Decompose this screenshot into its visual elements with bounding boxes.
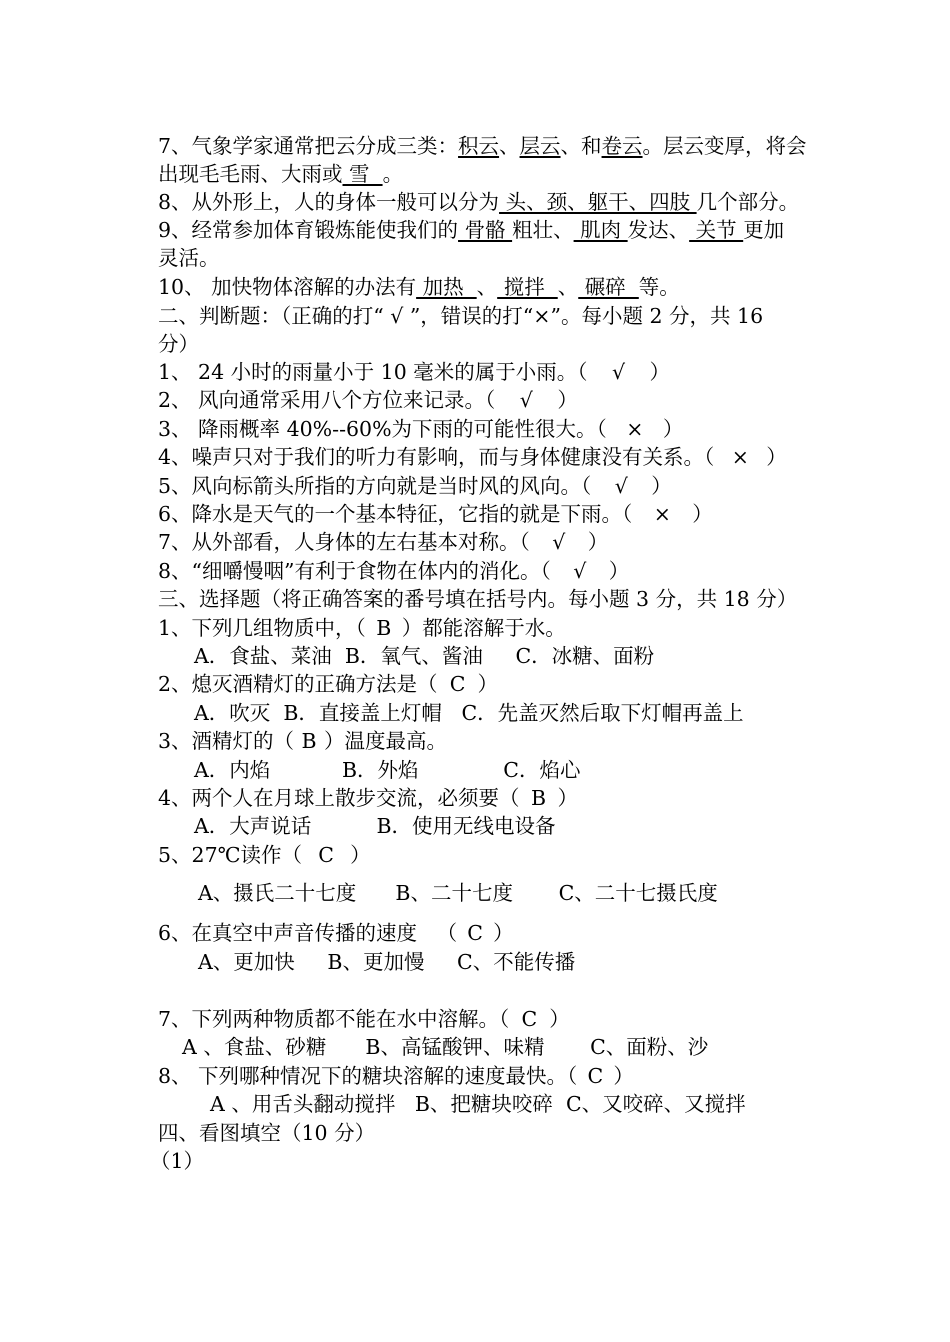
judge-text: 1、 24 小时的雨量小于 10 毫米的属于小雨。（ <box>158 360 588 384</box>
judge-answer: √ <box>611 360 626 384</box>
bracket: ） <box>587 530 609 554</box>
fill-q8-text: 8、从外形上，人的身体一般可以分为 <box>158 190 500 214</box>
judge-item-2 <box>158 386 578 414</box>
fill-q9-text: 发达、 <box>627 218 690 242</box>
judge-item-8 <box>158 557 629 585</box>
judge-text: 5、风向标箭头所指的方向就是当时风的风向。（ <box>158 474 592 498</box>
judge-answer: √ <box>614 474 628 498</box>
fill-q10-text: 等。 <box>638 275 680 299</box>
judge-heading: 二、判断题：（正确的打“ √ ”，错误的打“×”。每小题 2 分，共 16 <box>158 304 764 328</box>
fill-q7-blank2: 层云 <box>519 134 561 158</box>
bracket: ） <box>649 360 671 384</box>
choice-text: 6、在真空中声音传播的速度 （ <box>158 921 458 945</box>
fill-q7-text: 。层云变厚，将会 <box>642 134 807 158</box>
fill-q7-text: 出现毛毛雨、大雨或 <box>158 162 343 186</box>
choice-q7-options: A 、食盐、砂糖 B、高锰酸钾、味精 C、面粉、沙 <box>182 1035 709 1059</box>
choice-q8-options: A 、用舌头翻动搅拌 B、把糖块咬碎 C、又咬碎、又搅拌 <box>210 1092 746 1116</box>
choice-answer: C <box>521 1007 538 1031</box>
fill-q7-text: 。 <box>382 162 404 186</box>
choice-q5 <box>158 841 371 869</box>
choice-text: 8、 下列哪种情况下的糖块溶解的速度最快。（ <box>158 1064 578 1088</box>
judge-answer: × <box>653 502 671 526</box>
choice-text: ） <box>613 1064 634 1088</box>
fill-q9-blank3: 关节 <box>689 218 744 242</box>
judge-item-3 <box>158 415 683 443</box>
choice-answer: C <box>467 921 483 945</box>
choice-q1-options: A．食盐、菜油 B．氧气、酱油 C．冰糖、面粉 <box>194 644 655 668</box>
choice-answer: C <box>318 843 334 867</box>
choice-q2 <box>158 670 498 698</box>
choice-q3-options: A．内焰 B．外焰 C．焰心 <box>194 758 581 782</box>
judge-item-1 <box>158 358 670 386</box>
fill-q9-line1 <box>158 216 784 244</box>
fill-q10-text: 10、 加快物体溶解的办法有 <box>158 275 417 299</box>
judge-item-6 <box>158 500 713 528</box>
choice-heading: 三、选择题（将正确答案的番号填在括号内。每小题 3 分，共 18 分） <box>158 587 798 611</box>
fill-q9-text: 9、经常参加体育锻炼能使我们的 <box>158 218 459 242</box>
choice-q5-options: A、摄氏二十七度 B、二十七度 C、二十七摄氏度 <box>198 881 718 905</box>
separator: 、 <box>557 275 579 299</box>
fill-q7-line1 <box>158 132 807 160</box>
choice-text: 7、下列两种物质都不能在水中溶解。（ <box>158 1007 510 1031</box>
choice-text: 2、熄灭酒精灯的正确方法是（ <box>158 672 438 696</box>
bracket: ） <box>692 502 713 526</box>
choice-text: ） <box>350 843 371 867</box>
judge-text: 3、 降雨概率 40%--60%为下雨的可能性很大。（ <box>158 417 607 441</box>
judge-item-5 <box>158 472 672 500</box>
picture-sub-1: （1） <box>150 1149 205 1173</box>
judge-text: 8、“细嚼慢咽”有利于食物在体内的消化。（ <box>158 559 551 583</box>
judge-text: 2、 风向通常采用八个方位来记录。（ <box>158 388 496 412</box>
choice-text: 1、下列几组物质中，（ <box>158 616 366 640</box>
judge-answer: × <box>731 445 749 469</box>
fill-q10-line <box>158 273 680 301</box>
fill-q10-blank2: 搅拌 <box>497 275 558 299</box>
fill-q8-blank1: 头、颈、躯干、四肢 <box>499 190 697 214</box>
bracket: ） <box>766 445 787 469</box>
judge-answer: × <box>626 417 644 441</box>
choice-q6 <box>158 919 514 947</box>
separator: 、 <box>499 134 520 158</box>
fill-q7-blank3: 卷云 <box>601 134 643 158</box>
choice-q4-options: A．大声说话 B．使用无线电设备 <box>194 814 556 838</box>
picture-heading: 四、看图填空（10 分） <box>158 1121 376 1145</box>
choice-q2-options: A．吹灭 B．直接盖上灯帽 C．先盖灭然后取下灯帽再盖上 <box>194 701 744 725</box>
choice-text: ） <box>477 672 499 696</box>
bracket: ） <box>651 474 672 498</box>
choice-answer: C <box>587 1064 604 1088</box>
judge-item-7 <box>158 528 608 556</box>
judge-heading-cont: 分） <box>158 332 199 356</box>
fill-q9-line2 <box>158 244 220 272</box>
choice-text: ） <box>549 1007 570 1031</box>
choice-answer: B <box>531 786 547 810</box>
choice-q3 <box>158 727 447 755</box>
judge-item-4 <box>158 443 787 471</box>
choice-answer: B <box>301 729 317 753</box>
choice-q4 <box>158 784 578 812</box>
fill-q7-line2 <box>158 160 403 188</box>
fill-q9-text: 粗壮、 <box>512 218 574 242</box>
fill-q9-text: 更加 <box>743 218 785 242</box>
fill-q8-line <box>158 188 799 216</box>
judge-answer: √ <box>519 388 533 412</box>
fill-q7-text: 7、气象学家通常把云分成三类： <box>158 134 459 158</box>
fill-q7-blank4: 雪 <box>342 162 383 186</box>
judge-text: 7、从外部看，人身体的左右基本对称。（ <box>158 530 530 554</box>
fill-q10-blank1: 加热 <box>416 275 477 299</box>
choice-q8 <box>158 1062 634 1090</box>
separator: 、和 <box>560 134 602 158</box>
judge-answer: √ <box>573 559 587 583</box>
choice-text: 3、酒精灯的（ <box>158 729 295 753</box>
fill-q9-blank1: 骨骼 <box>458 218 513 242</box>
choice-text: 4、两个人在月球上散步交流，必须要（ <box>158 786 520 810</box>
choice-q6-options: A、更加快 B、更加慢 C、不能传播 <box>198 950 576 974</box>
choice-text: ）都能溶解于水。 <box>401 616 566 640</box>
choice-q1 <box>158 614 566 642</box>
bracket: ） <box>557 388 578 412</box>
judge-text: 6、降水是天气的一个基本特征，它指的就是下雨。（ <box>158 502 633 526</box>
bracket: ） <box>608 559 630 583</box>
fill-q9-blank2: 肌肉 <box>573 218 628 242</box>
choice-text: 5、27℃读作（ <box>158 843 303 867</box>
fill-q8-text: 几个部分。 <box>696 190 800 214</box>
judge-text: 4、噪声只对于我们的听力有影响，而与身体健康没有关系。（ <box>158 445 715 469</box>
bracket: ） <box>662 417 684 441</box>
choice-text: ） <box>493 921 514 945</box>
separator: 、 <box>476 275 498 299</box>
choice-q7 <box>158 1005 570 1033</box>
fill-q9-text: 灵活。 <box>158 246 220 270</box>
fill-q10-blank3: 碾碎 <box>578 275 639 299</box>
choice-text: ）温度最高。 <box>324 729 448 753</box>
judge-answer: √ <box>552 530 566 554</box>
choice-answer: C <box>449 672 466 696</box>
fill-q7-blank1: 积云 <box>458 134 500 158</box>
choice-answer: B <box>376 616 392 640</box>
choice-text: ） <box>557 786 579 810</box>
